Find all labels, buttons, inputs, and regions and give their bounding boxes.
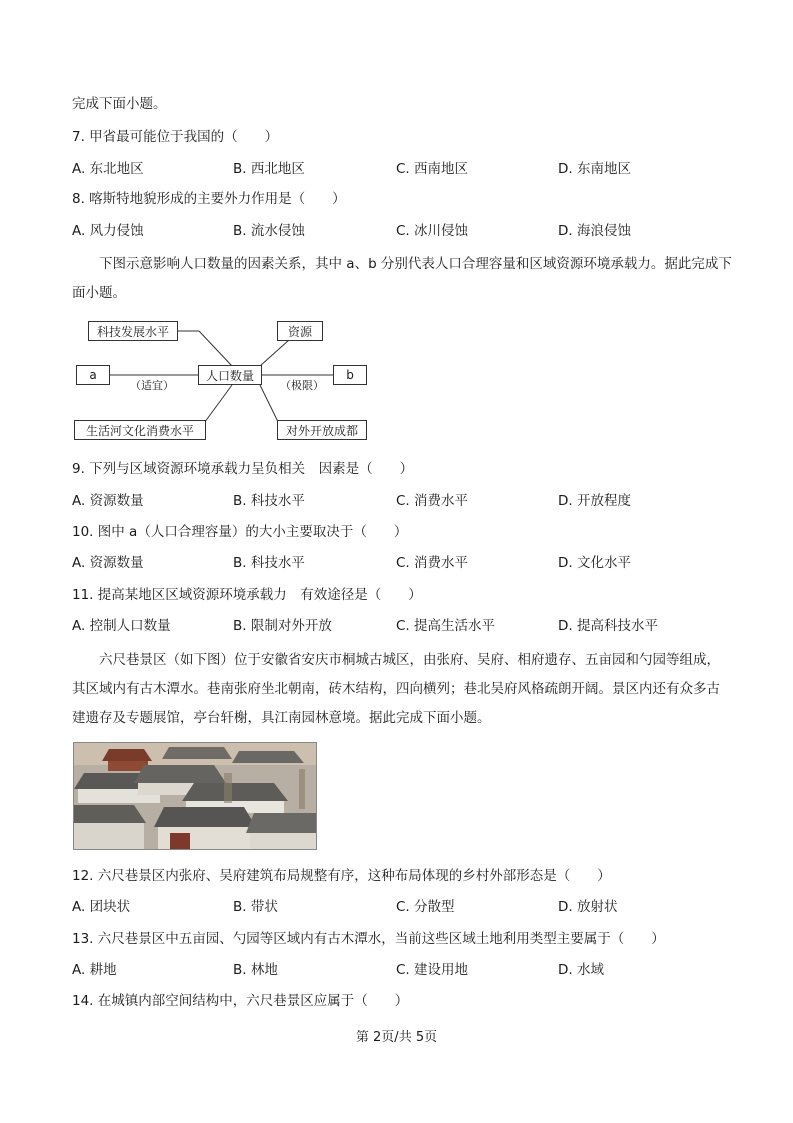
question-12-option-c[interactable]: C. 分散型 — [396, 899, 455, 915]
question-7-option-d[interactable]: D. 东南地区 — [558, 161, 631, 177]
rooftops-illustration — [74, 743, 316, 849]
question-11-option-d[interactable]: D. 提高科技水平 — [558, 618, 658, 634]
question-11-option-c[interactable]: C. 提高生活水平 — [396, 618, 496, 634]
question-13-option-d[interactable]: D. 水域 — [558, 962, 604, 978]
tech-level-box: 科技发展水平 — [88, 321, 178, 341]
suitable-label: （适宜） — [130, 379, 174, 392]
question-13-stem: 13. 六尺巷景区中五亩园、勺园等区域内有古木潭水，当前这些区域土地利用类型主要属于（ ） — [72, 931, 665, 947]
page-number: 第 2页/共 5页 — [355, 1030, 438, 1045]
culture-consumption-box: 生活河文化消费水平 — [74, 420, 206, 440]
question-8-option-b[interactable]: B. 流水侵蚀 — [233, 223, 305, 239]
question-7-option-a[interactable]: A. 东北地区 — [72, 161, 144, 177]
question-10-option-b[interactable]: B. 科技水平 — [233, 555, 305, 571]
intro-tail: 完成下面小题。 — [72, 96, 167, 112]
population-box: 人口数量 — [198, 365, 262, 385]
question-12-option-d[interactable]: D. 放射状 — [558, 899, 618, 915]
question-13-option-c[interactable]: C. 建设用地 — [396, 962, 469, 978]
question-8-option-c[interactable]: C. 冰川侵蚀 — [396, 223, 469, 239]
question-11-option-a[interactable]: A. 控制人口数量 — [72, 618, 171, 634]
limit-label: （极限） — [280, 379, 324, 392]
b-box: b — [333, 365, 367, 385]
question-12-option-a[interactable]: A. 团块状 — [72, 899, 131, 915]
resource-box: 资源 — [277, 321, 323, 341]
diagram-intro-paragraph: 下图示意影响人口数量的因素关系，其中 a、b 分别代表人口合理容量和区域资源环境承载力。据此完成下面小题。 — [72, 256, 732, 301]
question-8-option-a[interactable]: A. 风力侵蚀 — [72, 223, 144, 239]
question-9-stem: 9. 下列与区域资源环境承载力呈负相关 因素是（ ） — [72, 461, 414, 477]
question-10-stem: 10. 图中 a（人口合理容量）的大小主要取决于（ ） — [72, 524, 408, 540]
a-box: a — [76, 365, 110, 385]
question-10-option-d[interactable]: D. 文化水平 — [558, 555, 631, 571]
question-9-option-a[interactable]: A. 资源数量 — [72, 493, 144, 509]
liuchixiang-paragraph: 六尺巷景区（如下图）位于安徽省安庆市桐城古城区，由张府、吴府、相府遗存、五亩园和勺园等组成，其区域内有古木潭水。巷南张府坐北朝南，砖木结构，四向横列；巷北吴府风格疏朗开阔。景区内还有众多古建遗存及专题展馆，亭台轩榭，具江南园林意境。据此完成下面小题。 — [72, 652, 720, 726]
question-11-stem: 11. 提高某地区区域资源环境承载力 有效途径是（ ） — [72, 587, 422, 603]
openness-box: 对外开放成都 — [277, 420, 367, 440]
population-factor-diagram — [72, 318, 372, 443]
question-14-stem: 14. 在城镇内部空间结构中，六尺巷景区应属于（ ） — [72, 993, 409, 1009]
question-7-option-c[interactable]: C. 西南地区 — [396, 161, 469, 177]
question-13-option-b[interactable]: B. 林地 — [233, 962, 278, 978]
question-12-stem: 12. 六尺巷景区内张府、吴府建筑布局规整有序，这种布局体现的乡村外部形态是（ ） — [72, 868, 611, 884]
question-10-option-a[interactable]: A. 资源数量 — [72, 555, 144, 571]
question-9-option-d[interactable]: D. 开放程度 — [558, 493, 631, 509]
question-7-option-b[interactable]: B. 西北地区 — [233, 161, 305, 177]
question-9-option-c[interactable]: C. 消费水平 — [396, 493, 469, 509]
question-7-stem: 7. 甲省最可能位于我国的（ ） — [72, 129, 279, 145]
question-8-option-d[interactable]: D. 海浪侵蚀 — [558, 223, 631, 239]
question-10-option-c[interactable]: C. 消费水平 — [396, 555, 469, 571]
question-8-stem: 8. 喀斯特地貌形成的主要外力作用是（ ） — [72, 191, 346, 207]
question-12-option-b[interactable]: B. 带状 — [233, 899, 278, 915]
question-9-option-b[interactable]: B. 科技水平 — [233, 493, 305, 509]
question-13-option-a[interactable]: A. 耕地 — [72, 962, 117, 978]
liuchixiang-photo — [73, 742, 317, 850]
question-11-option-b[interactable]: B. 限制对外开放 — [233, 618, 332, 634]
